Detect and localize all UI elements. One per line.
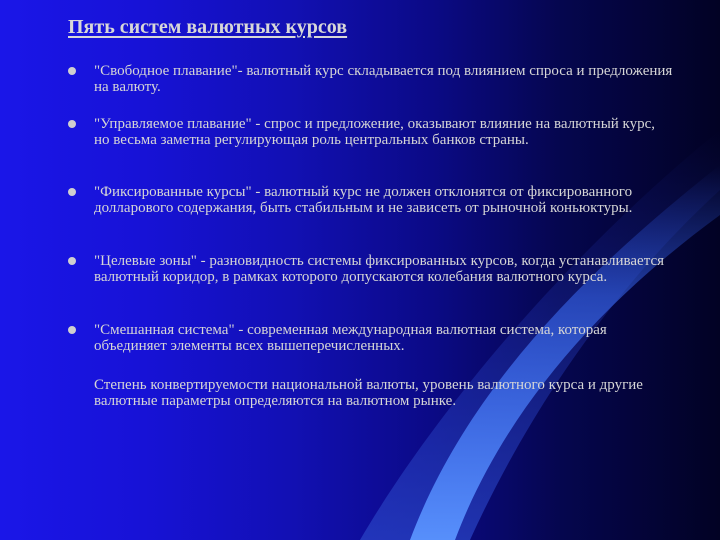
list-item-text: "Фиксированные курсы" - валютный курс не должен отклонятся от фиксированного долларового содержания, быть стабильным и не зависеть от рыночной коньюктуры. [94, 184, 633, 216]
list-item [94, 322, 674, 354]
list-item [94, 184, 674, 216]
list-item-text: "Целевые зоны" - разновидность системы фиксированных курсов, когда устанавливается валютный коридор, в рамках которого допускаются колебания валютного курса. [94, 253, 665, 285]
bullet-icon [68, 188, 76, 196]
list-item-text: "Свободное плавание"- валютный курс складывается под влиянием спроса и предложения на валюту. [94, 63, 673, 95]
list-item-text: "Управляемое плавание" - спрос и предложение, оказывают влияние на валютный курс, но весьма заметна регулирующая роль центральных банков страны. [94, 116, 656, 148]
list-item [94, 116, 674, 148]
bullet-icon [68, 120, 76, 128]
slide-title: Пять систем валютных курсов [68, 16, 348, 38]
bullet-icon [68, 67, 76, 75]
closing-note: Степень конвертируемости национальной валюты, уровень валютного курса и другие валютные параметры определяются на валютном рынке. [94, 377, 643, 409]
bullet-icon [68, 257, 76, 265]
list-item [94, 253, 674, 285]
list-item-text: "Смешанная система" - современная международная валютная система, которая объединяет элементы всех вышеперечисленных. [94, 322, 607, 354]
list-item [94, 63, 674, 95]
bullet-icon [68, 326, 76, 334]
